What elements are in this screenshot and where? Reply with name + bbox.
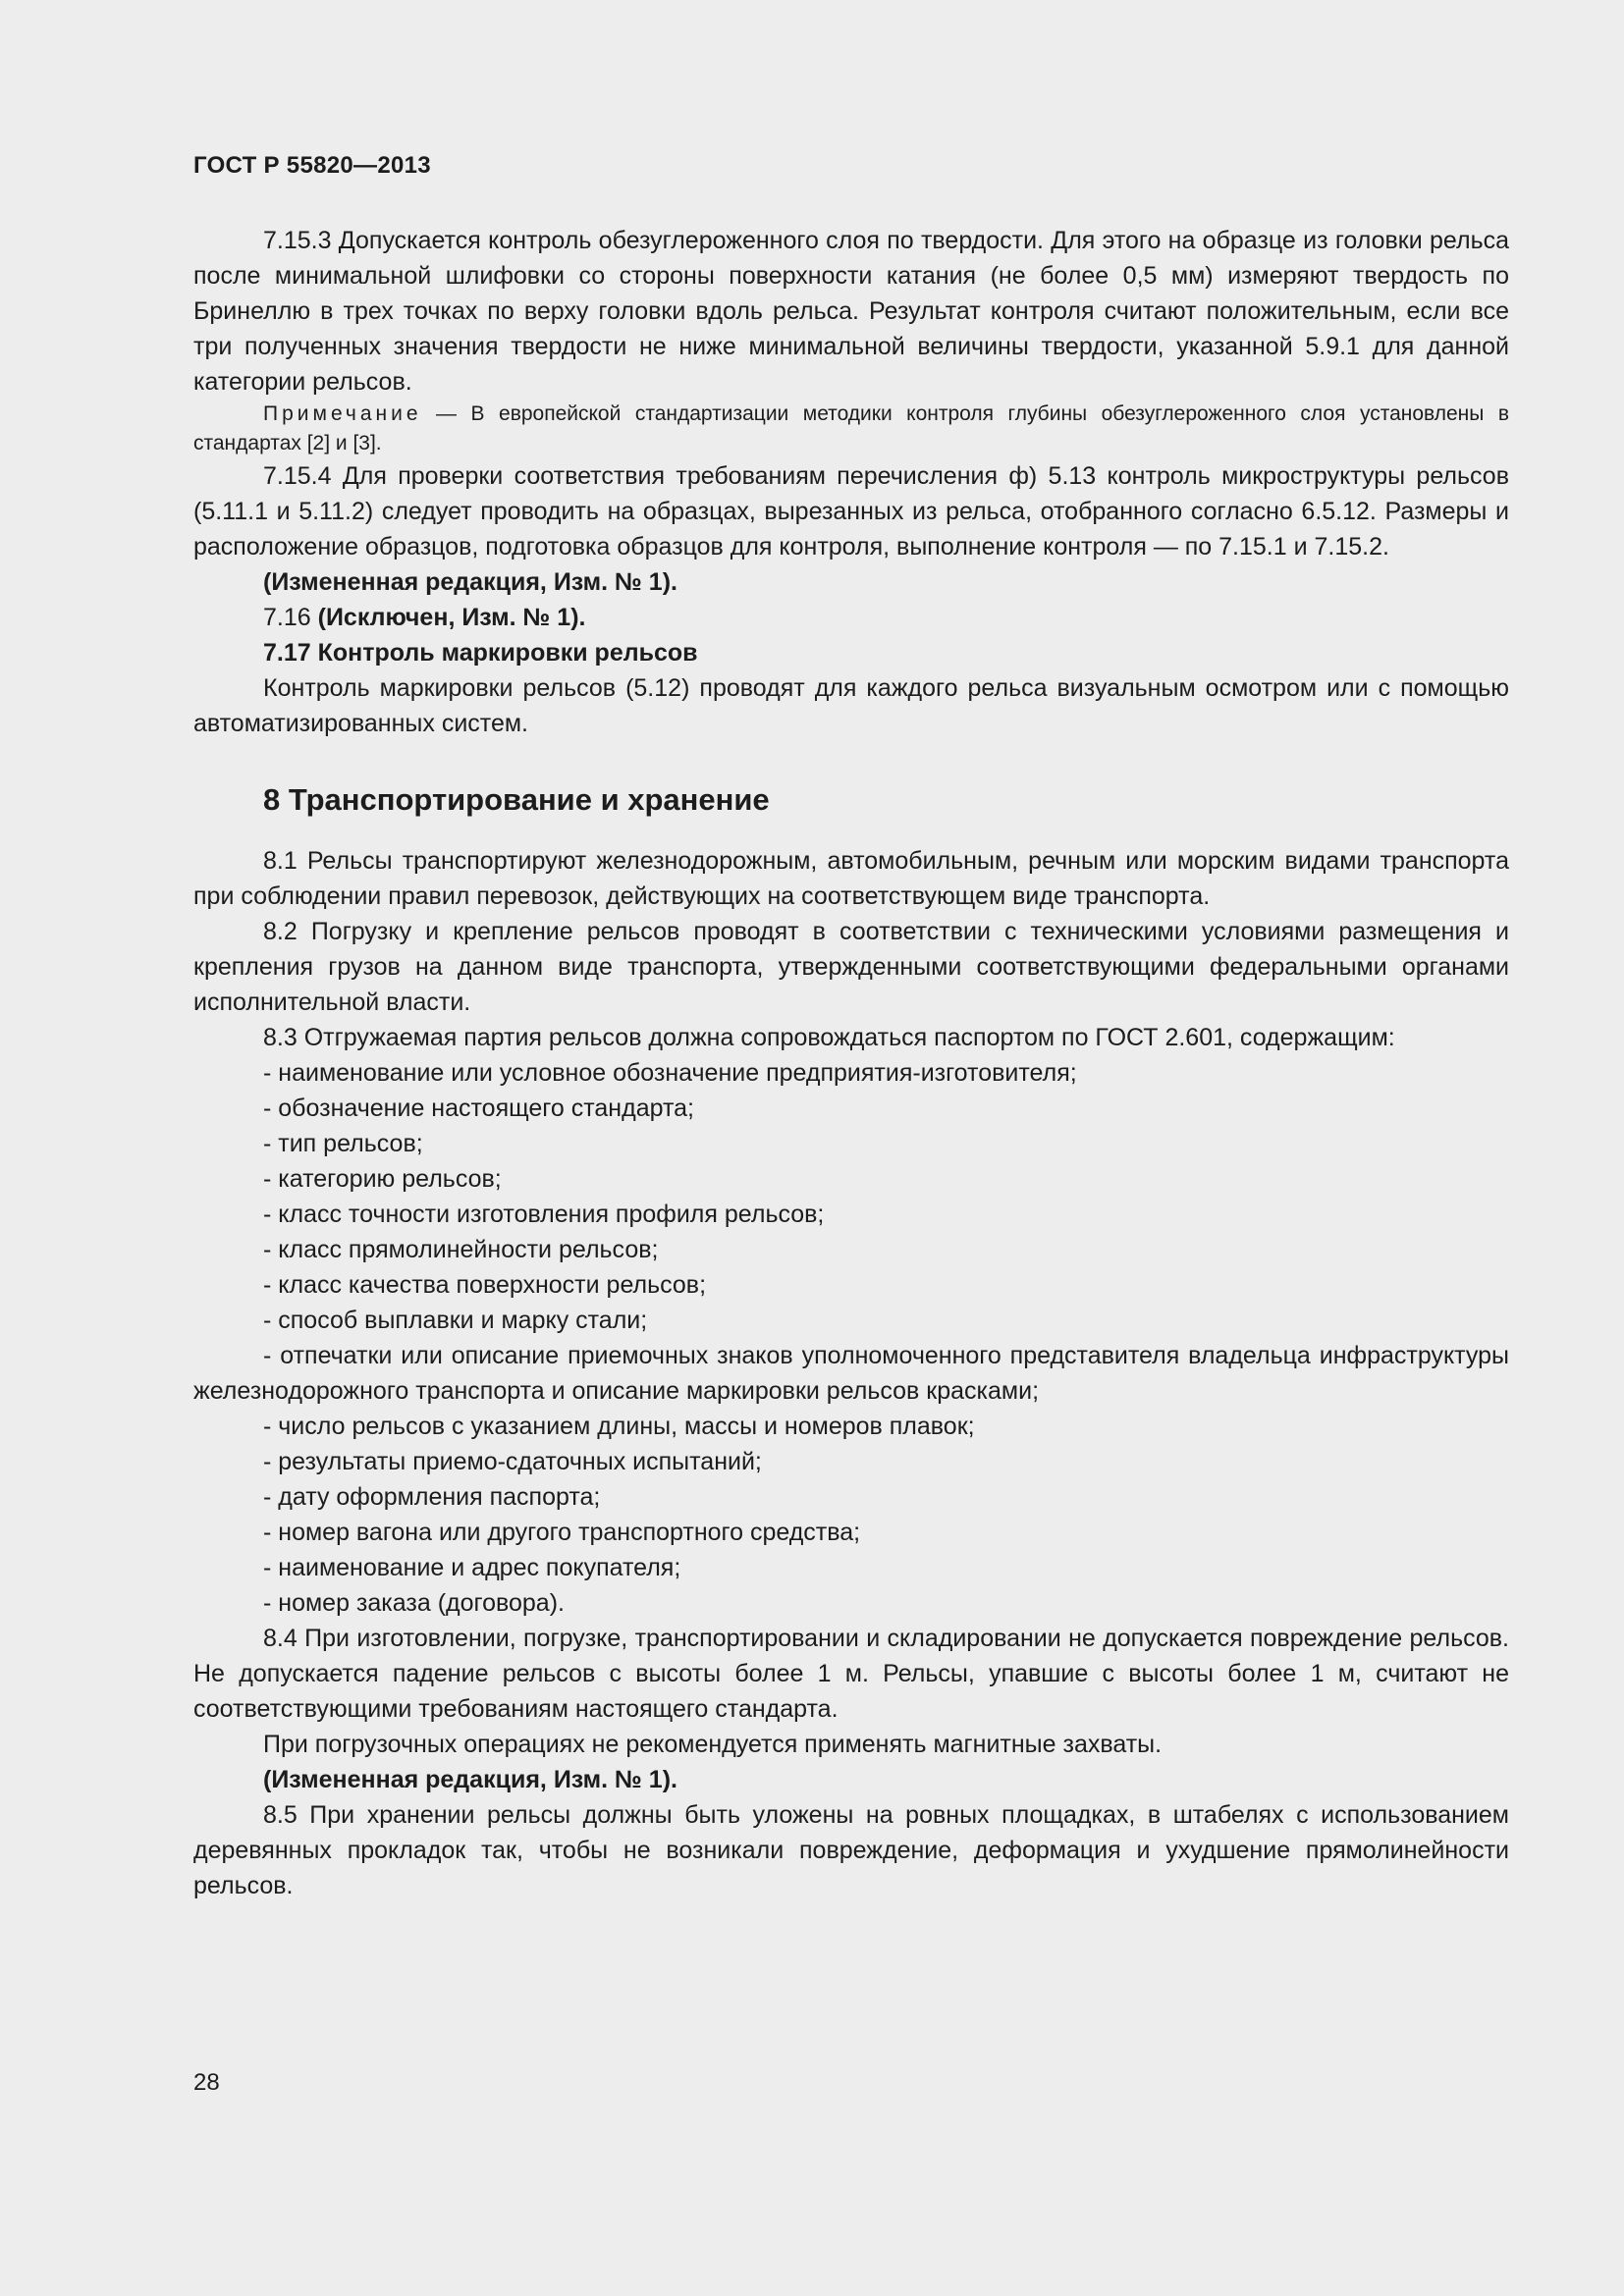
paragraph-8-2: 8.2 Погрузку и крепление рельсов проводят в соответствии с техническими условиями размещения и крепления грузов на данном виде транспорта, утвержденными соответствующими федеральными органами исполнительной власти. <box>193 918 1509 1016</box>
paragraph-7-15-3: 7.15.3 Допускается контроль обезуглероженного слоя по твердости. Для этого на образце из головки рельса после минимальной шлифовки со стороны поверхности катания (не более 0,5 мм) измеряют твердость по Бринеллю в трех точках по верху головки вдоль рельса. Результат контроля считают положительным, если все три полученных значения твердости не ниже минимальной величины твердости, указанной 5.9.1 для данной категории рельсов. <box>193 227 1509 396</box>
paragraph-8-4-continued: При погрузочных операциях не рекомендуется применять магнитные захваты. <box>263 1731 1163 1758</box>
list-item: - класс точности изготовления профиля рельсов; <box>263 1201 825 1228</box>
list-item: - наименование и адрес покупателя; <box>263 1554 681 1581</box>
paragraph-8-3: 8.3 Отгружаемая партия рельсов должна сопровождаться паспортом по ГОСТ 2.601, содержащим: <box>263 1024 1395 1051</box>
list-item: - обозначение настоящего стандарта; <box>263 1095 694 1122</box>
list-item: - номер заказа (договора). <box>263 1589 565 1617</box>
paragraph-8-5: 8.5 При хранении рельсы должны быть уложены на ровных площадках, в штабелях с использованием деревянных прокладок так, чтобы не возникали повреждение, деформация и ухудшение прямолинейности рельсов. <box>193 1801 1509 1899</box>
passport-contents-list <box>193 1055 1509 1621</box>
amendment-note-2: (Измененная редакция, Изм. № 1). <box>263 1766 677 1793</box>
note-label: Примечание <box>263 402 422 425</box>
list-item: - класс прямолинейности рельсов; <box>263 1236 659 1263</box>
list-item: - наименование или условное обозначение предприятия-изготовителя; <box>263 1059 1077 1087</box>
note-text: — В европейской стандартизации методики контроля глубины обезуглероженного слоя установлены в стандартах [2] и [3]. <box>193 402 1509 454</box>
list-item: - число рельсов с указанием длины, массы и номеров плавок; <box>263 1413 975 1440</box>
list-item: - тип рельсов; <box>263 1130 423 1157</box>
paragraph-8-4: 8.4 При изготовлении, погрузке, транспортировании и складировании не допускается повреждение рельсов. Не допускается падение рельсов с высоты более 1 м. Рельсы, упавшие с высоты более 1 м, считают не соответствующими требованиям настоящего стандарта. <box>193 1625 1509 1723</box>
paragraph-7-17: Контроль маркировки рельсов (5.12) проводят для каждого рельса визуальным осмотром или с помощью автоматизированных систем. <box>193 674 1509 737</box>
paragraph-7-16-number: 7.16 <box>263 604 311 631</box>
document-body <box>193 223 1509 1903</box>
list-item: - номер вагона или другого транспортного средства; <box>263 1519 861 1546</box>
paragraph-7-16 <box>193 600 1509 635</box>
list-item: - категорию рельсов; <box>263 1165 502 1193</box>
paragraph-7-16-text: (Исключен, Изм. № 1). <box>317 604 586 631</box>
paragraph-7-15-4: 7.15.4 Для проверки соответствия требованиям перечисления ф) 5.13 контроль микроструктуры рельсов (5.11.1 и 5.11.2) следует проводить на образцах, вырезанных из рельса, отобранного согласно 6.5.12. Размеры и расположение образцов, подготовка образцов для контроля, выполнение контроля — по 7.15.1 и 7.15.2. <box>193 462 1509 561</box>
document-header: ГОСТ Р 55820—2013 <box>193 152 431 179</box>
amendment-note-1: (Измененная редакция, Изм. № 1). <box>263 568 677 596</box>
paragraph-8-1: 8.1 Рельсы транспортируют железнодорожным, автомобильным, речным или морским видами транспорта при соблюдении правил перевозок, действующих на соответствующем виде транспорта. <box>193 847 1509 910</box>
list-item: - способ выплавки и марку стали; <box>263 1307 648 1334</box>
page-number: 28 <box>193 2069 220 2096</box>
list-item: - дату оформления паспорта; <box>263 1483 601 1511</box>
note-paragraph <box>193 400 1509 458</box>
subsection-heading-7-17: 7.17 Контроль маркировки рельсов <box>263 639 698 667</box>
list-item: - отпечатки или описание приемочных знаков уполномоченного представителя владельца инфраструктуры железнодорожного транспорта и описание маркировки рельсов красками; <box>193 1342 1509 1405</box>
list-item: - результаты приемо-сдаточных испытаний; <box>263 1448 762 1475</box>
section-heading-8: 8 Транспортирование и хранение <box>263 782 770 817</box>
list-item: - класс качества поверхности рельсов; <box>263 1271 707 1299</box>
